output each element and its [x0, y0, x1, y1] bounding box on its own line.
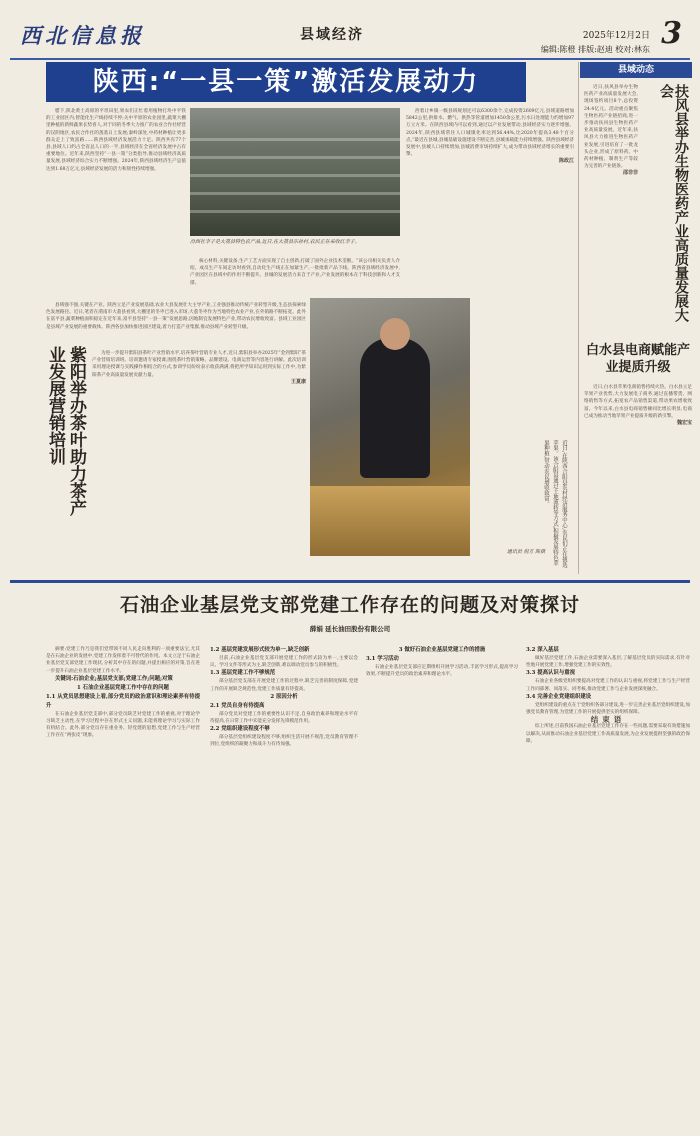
photo2-caption: 近日,在陕西合阳县农村经济服务中心,农民们正在挑选苹果。该合阳县通过土地流转等方式,积极发展特色苹果种植,带动农民增收致富。	[543, 440, 567, 568]
paragraph: 党组织建设的重点在于党组织各部分建设,进一步完善企业基层党组织建设,加强党员教育管理,为党建工作的开展提供坚实的组织保障。	[526, 702, 690, 716]
abstract: 摘要:党建工作乃是我们党带领不同人民走向胜利的一项重要法宝,尤其是在石油企业的发展中,党建工作发挥着不可替代的作用。本文立足于石油企业基层党支部党建工作现状,分析其中存在的问题,并提出相应的对策,旨在进一步提升石油企业基层党建工作水平。	[46, 647, 200, 674]
side-title-2: 白水县电商赋能产业提质升级	[585, 343, 690, 375]
masthead-rule	[10, 58, 690, 60]
subsection-heading: 3.4 完善企业党建组织建设	[526, 693, 592, 700]
paragraph: 在石油企业基层党支部中,部分党员缺乏对党建工作的重视,对于理论学习缺乏主动性,在学习过程中存在形式主义问题,未能将理论学习与实际工作有机结合。此外,部分党员存在重业务、轻党建的思想,党建工作与生产经营工作存在“两张皮”现象。	[46, 711, 200, 739]
section-heading: 2 原因分析	[270, 693, 298, 700]
bottom-col1	[46, 646, 200, 1126]
orchard-photo	[190, 108, 400, 236]
paragraph: 部分基层党组织建设程度不够,组织生活开展不规范,党员教育管理不到位,党组织的凝聚力和战斗力有待加强。	[210, 735, 358, 748]
section-heading: 3 做好石油企业基层党建工作的措施	[398, 647, 486, 653]
side-tag: 县域动态	[580, 62, 692, 78]
keywords: 关键词:石油企业;基层党支部;党建工作;问题;对策	[55, 675, 173, 682]
top-article-author: 陈政江	[558, 158, 574, 165]
paragraph: 石油企业基层党支部应定期组织开展学习活动,丰富学习形式,提高学习效果,不断提升党员的政治素养和理论水平。	[366, 665, 518, 678]
side-author-1: 邵非非	[622, 170, 638, 177]
conclusion-heading: 结束语	[590, 715, 626, 725]
bottom-col4	[526, 646, 690, 1126]
side-body-2	[584, 384, 692, 574]
paragraph: 近日,扶风县举办生物医药产业高质量发展大会,现场签约项目8个,总投资24.4亿元。活动重点聚焦生物医药产业链招商,进一步推动扶风县生物医药产业高质量发展。近年来,扶风县大力推进生物医药产业发展,引进培育了一批龙头企业,形成了原料药、中药材种植、制剂生产等较为完善的产业链条。	[584, 85, 638, 170]
paragraph: 石油企业各级党组织要提高对党建工作的认识与重视,将党建工作与生产经营工作同部署、同落实、同考核,推动党建工作与企业发展深度融合。	[526, 679, 690, 692]
paragraph: 目前,石油企业基层党支部开展党建工作的形式较为单一,主要以会议、学习文件等形式为主,缺乏创新,难以调动党员参与的积极性。	[210, 656, 358, 669]
bottom-headline: 石油企业基层党支部党建工作存在的问题及对策探讨	[119, 594, 580, 616]
newspaper-name: 西北信息报	[20, 23, 145, 48]
section-title: 县域经济	[300, 27, 364, 43]
column-divider	[578, 62, 579, 574]
subsection-heading: 2.2 党组织建设程度不够	[210, 726, 270, 733]
top-article-col1	[46, 108, 186, 298]
subsection-heading: 3.1 学习活动	[366, 656, 399, 662]
top-article-col4	[406, 108, 574, 298]
paragraph: 核心材料,关键设备,生产工艺方面实现了自主创新,打破了国外企业技术垄断。“该公司相关负责人介绍。成员生产车间走访时看到,自动化生产线正在加紧生产,一批批新产品下线。陕西省县域经济发展中,产业园区在县域中的作用不断提升。县城的发展活力来自于产业,产业发展的根本在于科技创新和人才支撑。	[190, 259, 400, 286]
subsection-heading: 3.3 提高认识与重视	[526, 670, 575, 677]
top-headline-banner	[46, 62, 526, 102]
subsection-heading: 1.3 基层党建工作不够规范	[210, 670, 276, 677]
section-heading: 1 石油企业基层党建工作中存在的问题	[77, 684, 169, 691]
editor-credits: 编辑:陈橙 排版:赵迪 校对:林东	[540, 45, 650, 54]
masthead	[10, 6, 690, 62]
bottom-col2	[210, 646, 358, 1126]
section-rule	[10, 580, 690, 583]
tea-article-author: 王夏康	[290, 378, 306, 385]
paragraph: 近日,白水县苹果电商销售持续火热。白水县立足苹果产业优势,大力发展电子商务,通过直播带货、网络销售等方式,拓宽农产品销售渠道,带动果农增收致富。今年以来,白水县电商销售额同比增长明显,电商已成为推动当地苹果产业提质升级的新引擎。	[584, 385, 692, 419]
top-article-col3	[190, 258, 400, 298]
subsection-heading: 3.2 深入基层	[526, 647, 559, 653]
farmer-photo	[310, 298, 470, 556]
paragraph: 县域强不强,关键在产业。陕西立足产业发展基础,农业大县发展壮大主导产业,工业强县推动传统产业转型升级,生态县探索绿色发展路径。近日,笔者在渭南市大荔县看到,大棚里的冬枣已进入市场,大荔冬枣作为当地特色农业产业,在外销路不断拓宽。此外在富平县,蔬菜种植面积稳定在近年来,富平县坚持“一县一策”发展思路,因地制宜发展特色产业,带动农民增收致富。县域工业园区是县域产业发展的重要载体。陕西各县加快推进园区建设,着力打造产业集群,推动县域产业转型升级。	[46, 303, 306, 330]
side-body-1	[584, 84, 638, 334]
issue-date: 2025年12月2日	[582, 31, 650, 41]
top-article-col2	[46, 302, 306, 342]
subsection-heading: 2.1 党员自身有待提高	[210, 702, 265, 709]
paragraph: 综上所述,目前我国石油企业基层党建工作存在一些问题,需要采取有效措施加以解决,从而推动石油企业基层党建工作高质量发展,为企业发展提供坚强的政治保障。	[526, 724, 690, 744]
side-author-2: 魏宏宝	[676, 420, 692, 427]
photo2-credit: 通讯员 倪方 陈摄	[506, 549, 546, 555]
top-headline: 陕西:“一县一策”激活发展动力	[92, 67, 480, 97]
subsection-heading: 1.2 基层党建发展形式较为单一,缺乏创新	[210, 647, 310, 653]
tea-article-title: 紫阳举办茶叶助力茶产业发展营销培训	[45, 346, 86, 516]
paragraph: 腊下,陕北黄土高原的平坦田里,果农们正忙着用植物打块中平铁的工业园区内,智能化生产线持续不停;关中平原的农业园里,蔬菜大棚里种植的新鲜蔬果长势喜人,对于同的冬季大力推广的农业合作社经营的汉阴地区,农民合作社的蒸蒸日上发展;秦岭深处,中药材种植让更多群众走上了致富路……陕西县域经济发展活力十足。陕西共有77个县,县域人口约占全省总人口的一半,县域经济在全省经济发展中占有重要地位。近年来,陕西坚持“一县一策”分类指导,推动县域经济高质量发展,县域经济综合实力不断增强。2024年,陕西县域经济生产总值达到1.68万亿元,县域经济发展的活力和韧性持续增强。	[46, 109, 186, 172]
paragraph: 部分基层党支部在开展党建工作的过程中,缺乏完善的制度保障,党建工作的开展缺乏规范性,党建工作质量有待提高。	[210, 679, 358, 692]
tea-article-body	[92, 350, 306, 570]
bottom-col3	[366, 646, 518, 1126]
bottom-byline: 薛娟 延长油田股份有限公司	[309, 625, 391, 633]
page-number: 3	[661, 16, 682, 51]
paragraph: 西着让乡镇一级县域规划还可以6300余个,完成投资2609亿元,县域道路增加5842公里,供排水、燃气、供热等管道增加1450余公里,污水日处理能力约增加97万立方米。在陕西县域内可以看到,通过以产业发展带动,县域经济实力逐步增强。2024年,陕西县域常住人口城镇化率达到56.44%,比2020年提高3.48个百分点,“最近在县城,县城基础设施建设不断完善,县城承载能力持续增强。陕西县域经济发展中,县城人口持续增加,县城消费市场持续扩大,成为带动县域经济增长的重要引擎。	[406, 109, 574, 158]
paragraph: 部分党员对党建工作的重要性认识不足,自身政治素养和理论水平有待提高,在日常工作中未能充分发挥先锋模范作用。	[210, 711, 358, 725]
photo1-caption: 汾西社李子是大荔县特色农产品,近日,在大荔县东孙村,农民正在采收红李子。	[190, 239, 360, 245]
side-title-1: 扶风县举办生物医药产业高质量发展大会	[658, 84, 689, 322]
subsection-heading: 1.1 从党员思想建设上看,部分党员的政治意识和理论素养有待提升	[46, 693, 200, 709]
paragraph: 做好基层党建工作,石油企业需要深入基层,了解基层党员的实际需求,有针对性地开展党建工作,增强党建工作的实效性。	[526, 656, 690, 669]
paragraph: 为进一步提升紫阳县茶叶产业营销水平,培养茶叶营销专业人才,近日,紫阳县举办2025年“金到紫阳”茶产业营销培训班。培训邀请专家授课,围绕茶叶营销策略、品牌建设、电商运营等内容进行讲解。此次培训采用理论授课与实践操作相结合的方式,参训学员纷纷表示收获满满,将把所学知识运用到实际工作中,为紫阳茶产业高质量发展贡献力量。	[92, 351, 306, 378]
